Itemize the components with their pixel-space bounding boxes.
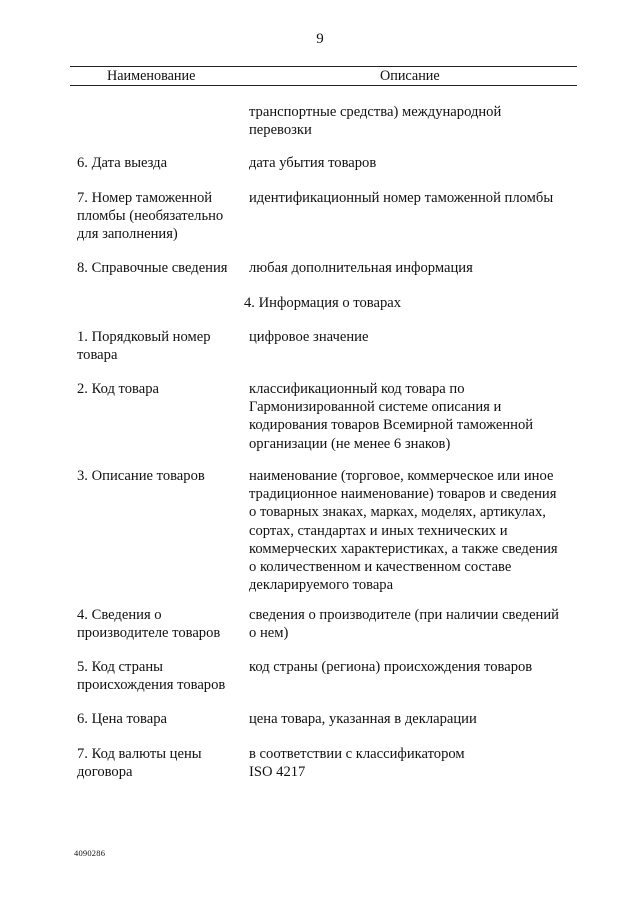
row-description: код страны (региона) происхождения товаров <box>249 659 533 675</box>
row-name: 3. Описание товаров <box>77 468 205 484</box>
row-description: транспортные средства) международной перевозки <box>249 104 502 139</box>
column-header-name: Наименование <box>107 68 196 84</box>
page-number: 9 <box>316 31 324 47</box>
row-description: любая дополнительная информация <box>249 260 473 276</box>
row-description: идентификационный номер таможенной пломбы <box>249 190 554 206</box>
row-name: 6. Дата выезда <box>77 155 168 171</box>
row-description: наименование (торговое, коммерческое или иное традиционное наименование) товаров и сведения о товарных знаках, марках, моделях, артикулах, сортах, стандартах и иных технических и коммерческих характеристиках, а также сведения о количественном и качественном составе декларируемого товара <box>249 468 558 594</box>
row-name: 7. Код валюты цены договора <box>77 746 202 781</box>
row-name: 8. Справочные сведения <box>77 260 228 276</box>
row-name: 7. Номер таможенной пломбы (необязательно для заполнения) <box>77 190 224 243</box>
table-header <box>70 66 577 86</box>
row-name: 6. Цена товара <box>77 711 167 727</box>
row-description: сведения о производителе (при наличии сведений о нем) <box>249 607 559 642</box>
row-name: 4. Сведения о производителе товаров <box>77 607 221 642</box>
row-description: дата убытия товаров <box>249 155 377 171</box>
column-header-description: Описание <box>380 68 440 84</box>
row-name: 1. Порядковый номер товара <box>77 329 211 364</box>
row-description: цифровое значение <box>249 329 369 345</box>
row-description: классификационный код товара по Гармонизированной системе описания и кодирования товаров Всемирной таможенной организации (не менее 6 знаков) <box>249 381 534 452</box>
row-name: 5. Код страны происхождения товаров <box>77 659 226 694</box>
row-description: цена товара, указанная в декларации <box>249 711 477 727</box>
row-name: 2. Код товара <box>77 381 159 397</box>
section-title: 4. Информация о товарах <box>244 295 402 311</box>
row-description: в соответствии с классификатором ISO 4217 <box>249 746 465 781</box>
document-code: 4090286 <box>74 848 106 858</box>
